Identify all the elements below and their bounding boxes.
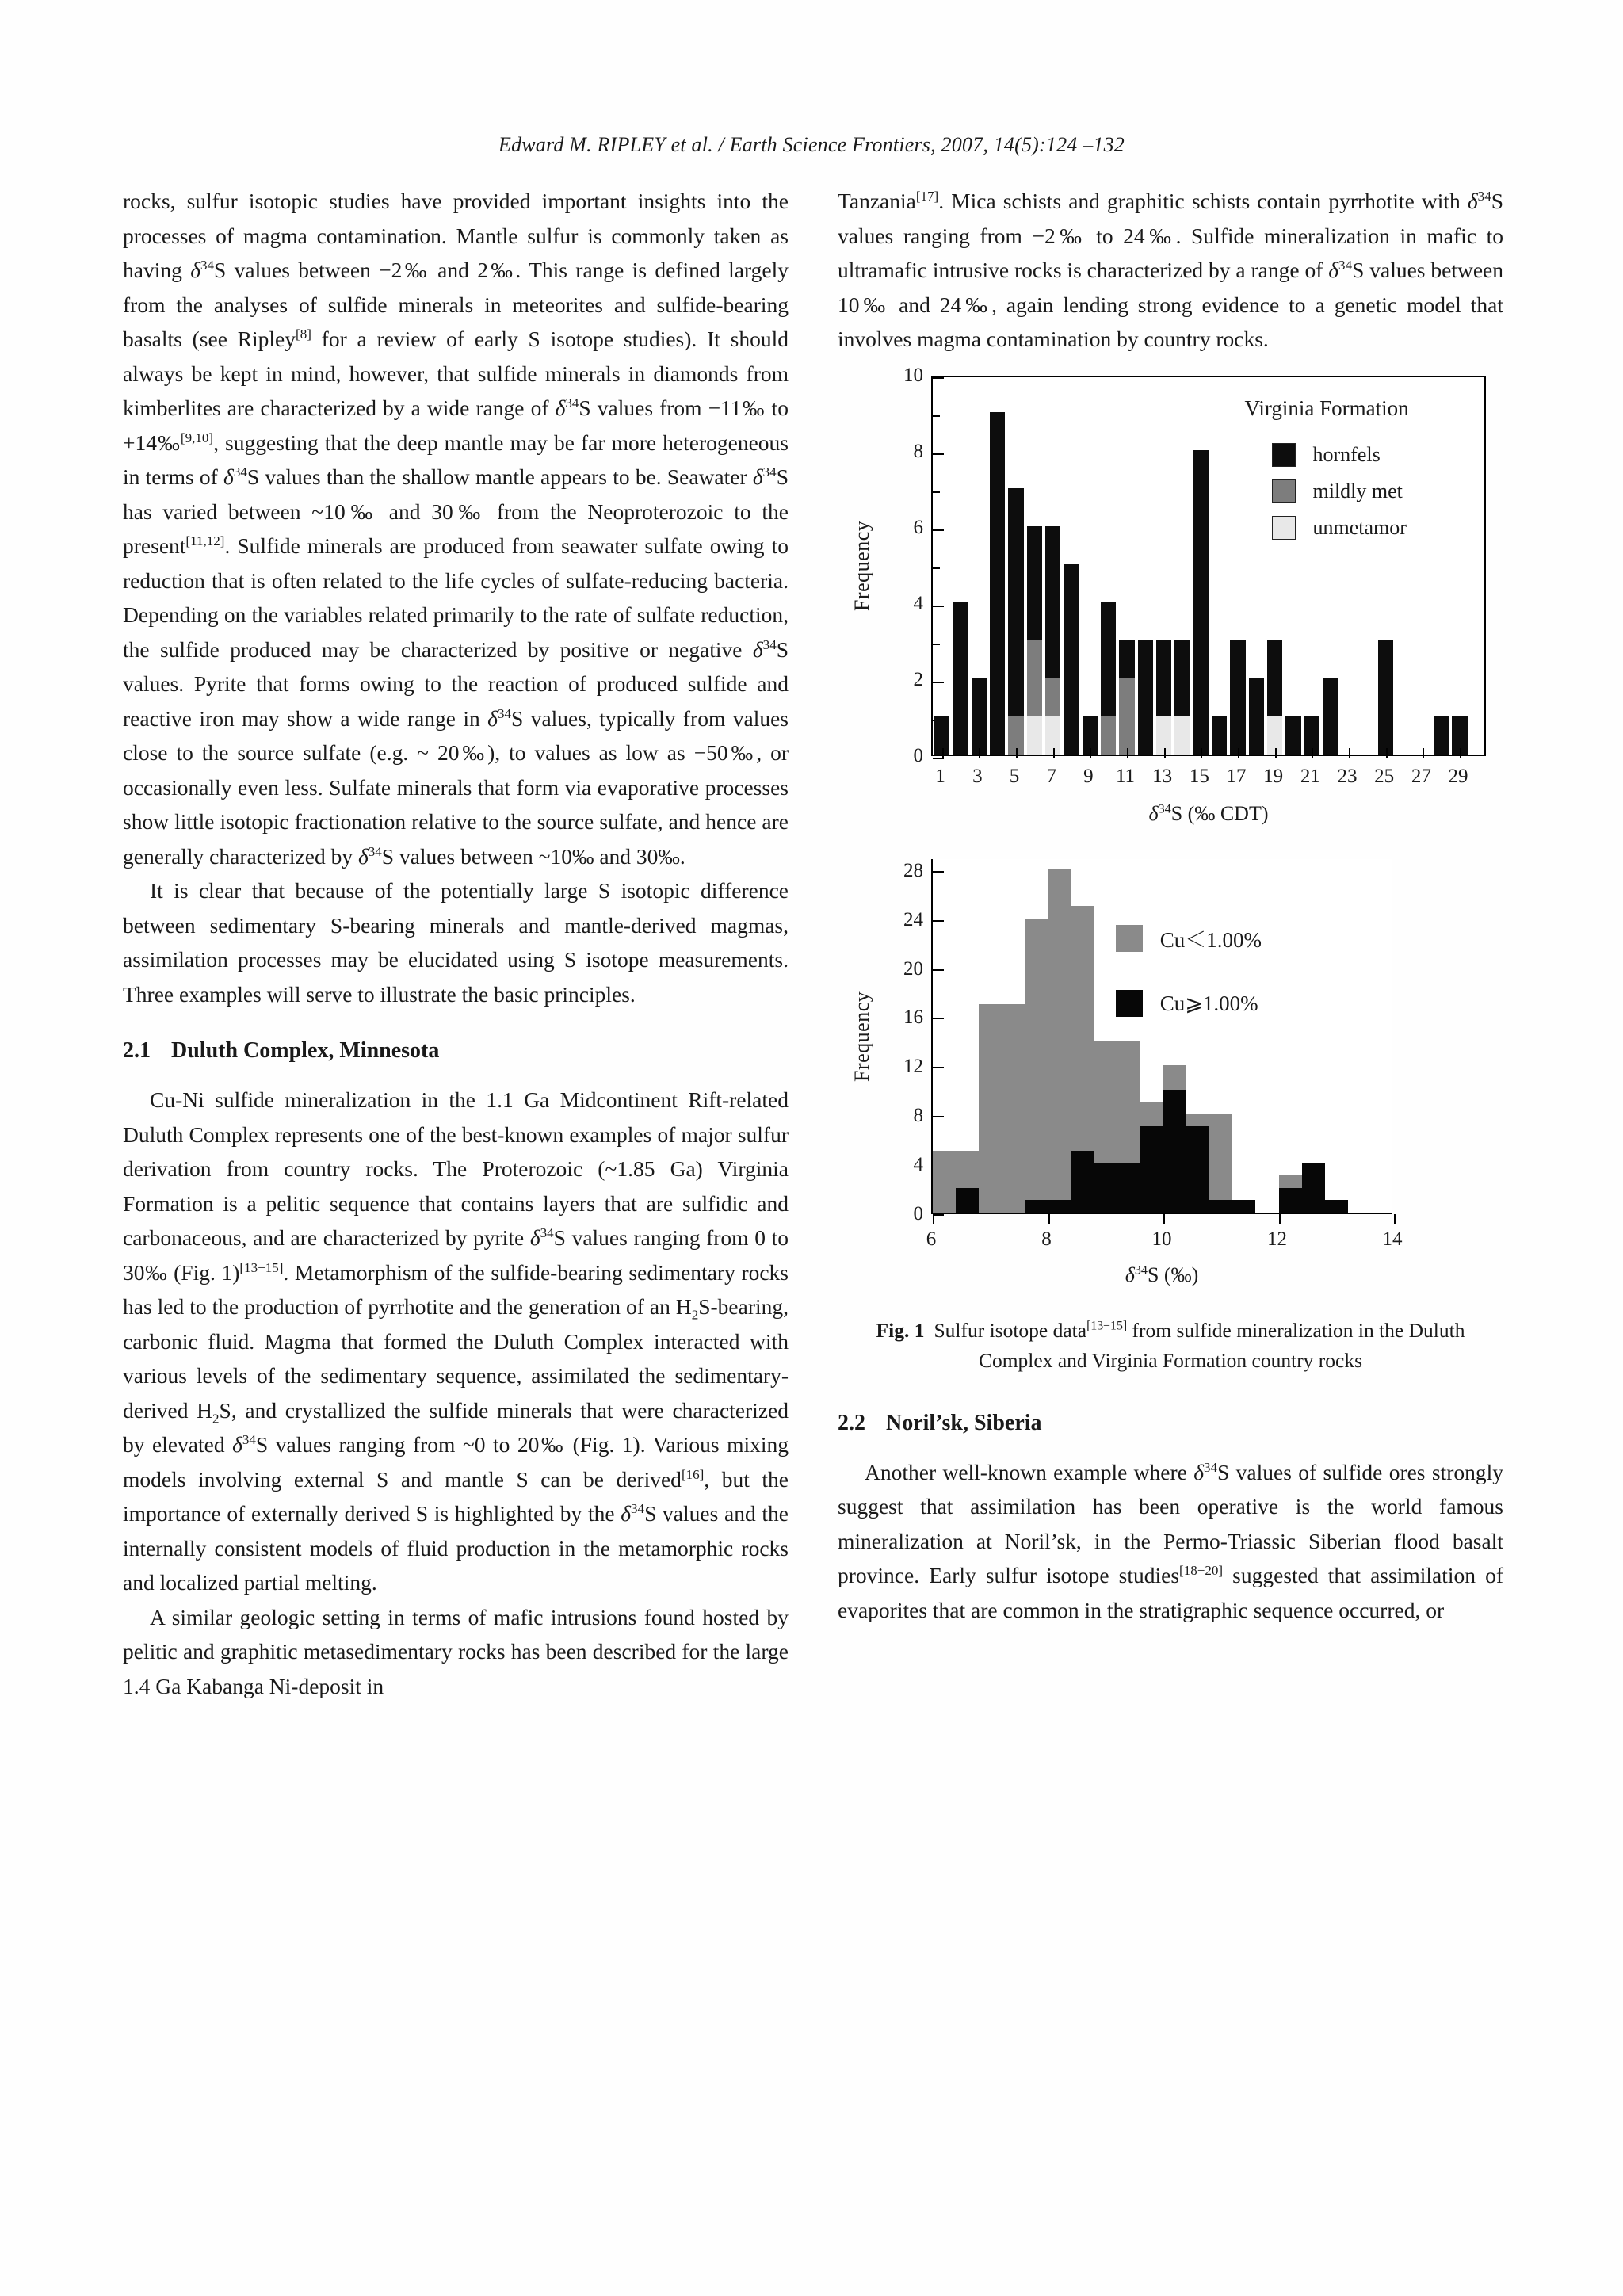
x-tick [1460, 748, 1461, 758]
histogram-bar-cu-high [956, 1188, 979, 1213]
bar-segment-hornfels [972, 678, 987, 755]
histogram-bar [1378, 640, 1393, 755]
histogram-bar-cu-high [1140, 1126, 1163, 1212]
y-tick [933, 453, 944, 455]
histogram-bar-cu-high [1209, 1200, 1232, 1212]
bar-segment-hornfels [1156, 640, 1171, 716]
bar-segment-hornfels [1249, 678, 1264, 755]
running-head: Edward M. RIPLEY et al. / Earth Science Frontiers, 2007, 14(5):124 –132 [498, 133, 1125, 156]
x-tick [1053, 748, 1055, 758]
histogram-bar-cu-low [1048, 869, 1071, 1213]
virginia-formation-chart [838, 364, 1503, 843]
histogram-bar [1119, 640, 1134, 755]
section-title: Noril’sk, Siberia [886, 1410, 1042, 1435]
legend-label: hornfels [1312, 442, 1381, 466]
y-tick [933, 377, 944, 379]
bar-segment-hornfels [990, 412, 1005, 755]
histogram-bar-cu-low [933, 1151, 956, 1212]
bar-segment-hornfels [1119, 640, 1134, 678]
x-tick-label: 14 [1382, 1228, 1403, 1250]
x-tick [1164, 748, 1166, 758]
legend-item [1116, 990, 1262, 1017]
bar-segment-hornfels [1008, 488, 1023, 716]
paragraph: It is clear that because of the potentially large S isotopic difference between sedimentary S-bearing minerals and mantle-derived magmas, assimilation processes may be elucidated using S isotope measurements. Three examples will serve to illustrate the basic principles. [123, 878, 789, 1007]
bar-segment-hornfels [1101, 602, 1116, 716]
histogram-bar [1285, 716, 1300, 755]
x-tick-label: 17 [1226, 765, 1247, 787]
bar-segment-hornfels [1193, 450, 1209, 755]
y-tick-label: 16 [903, 1007, 923, 1029]
bar-segment-hornfels [1064, 564, 1079, 755]
legend-label: Cu⩾1.00% [1159, 991, 1258, 1015]
histogram-bar [953, 602, 968, 755]
x-tick-label: 5 [1009, 765, 1020, 787]
x-tick [1090, 748, 1091, 758]
legend-item [1272, 516, 1409, 540]
histogram-bar-cu-high [1048, 1200, 1071, 1212]
x-axis-label: $\delta^{34}S$ (‰ CDT) [1148, 801, 1269, 825]
y-tick-label: 10 [903, 364, 923, 386]
figure-caption [838, 1316, 1503, 1376]
legend-label: mildly met [1312, 479, 1403, 502]
x-tick-label: 13 [1152, 765, 1173, 787]
caption-text-a: Sulfur isotope data [934, 1318, 1087, 1342]
figure-1 [838, 364, 1503, 1376]
legend-swatch [1272, 516, 1296, 540]
bar-segment-unmetamor [1027, 716, 1042, 755]
histogram-bar [972, 678, 987, 755]
x-tick [1349, 748, 1350, 758]
bar-segment-hornfels [1285, 716, 1300, 755]
section-title: Duluth Complex, Minnesota [171, 1038, 440, 1063]
y-tick-label: 8 [913, 1104, 923, 1126]
bar-segment-hornfels [953, 602, 968, 755]
x-tick-label: 12 [1267, 1228, 1287, 1250]
legend-label: unmetamor [1312, 515, 1407, 539]
x-tick-label: 6 [926, 1228, 937, 1250]
y-tick [933, 529, 944, 531]
histogram-bar-cu-high [1094, 1163, 1117, 1213]
histogram-bar-cu-low [979, 1004, 1002, 1213]
x-tick-label: 27 [1411, 765, 1431, 787]
legend-label: Cu＜1.00% [1159, 928, 1262, 953]
bar-segment-hornfels [1267, 640, 1282, 716]
histogram-bar [1138, 640, 1153, 755]
paragraph: A similar geologic setting in terms of mafic intrusions found hosted by pelitic and graphitic metasedimentary rocks has been described for the large 1.4 Ga Kabanga Ni-deposit in [123, 1604, 789, 1698]
histogram-bar [1230, 640, 1245, 755]
y-tick [933, 1067, 944, 1068]
x-tick-label: 11 [1115, 765, 1136, 787]
x-tick [1163, 1214, 1165, 1224]
paragraph: Tanzania[17]. Mica schists and graphitic schists contain pyrrhotite with $\delta^{34}S$ values ranging from −2‰ to 24‰. Sulfide mineralization in mafic to ultramafic intrusive rocks is characterized by a range of $\delta^{34}S$ values between 10‰ and 24‰, again lending strong evidence to a genetic model that involves magma contamination by country rocks. [838, 188, 1503, 351]
paragraph: Cu-Ni sulfide mineralization in the 1.1 Ga Midcontinent Rift-related Duluth Complex represents one of the best-known examples of major sulfur derivation from country rocks. The Proterozoic (~1.85 Ga) Virginia Formation is a pelitic sequence that contains layers that are sulfidic and carbonaceous, and are characterized by pyrite $\delta^{34}S$ values ranging from 0 to 30‰ (Fig. 1)[13−15]. Metamorphism of the sulfide-bearing sedimentary rocks has led to the production of pyrrhotite and the generation of an $H_2S$-bearing, carbonic fluid. Magma that formed the Duluth Complex interacted with various levels of the sedimentary sequence, assimilated the sedimentary-derived $H_2S$, and crystallized the sulfide minerals that were characterized by elevated $\delta^{34}S$ values ranging from ~0 to 20‰ (Fig. 1). Various mixing models involving external S and mantle S can be derived[16], but the importance of externally derived S is highlighted by the $\delta^{34}S$ values and the internally consistent models of fluid production in the metamorphic rocks and localized partial melting. [123, 1087, 789, 1595]
y-tick-label: 0 [913, 744, 923, 766]
y-minor-tick [933, 415, 940, 417]
y-tick [933, 1214, 944, 1216]
x-tick-label: 29 [1448, 765, 1468, 787]
y-tick-label: 2 [913, 668, 923, 690]
figure-number: Fig. 1 [876, 1318, 925, 1342]
histogram-bar-cu-high [1071, 1151, 1094, 1212]
histogram-bar [1434, 716, 1449, 755]
bar-segment-hornfels [1378, 640, 1393, 755]
bar-segment-hornfels [1138, 640, 1153, 755]
x-tick-label: 9 [1083, 765, 1094, 787]
duluth-complex-chart [838, 848, 1503, 1300]
y-minor-tick [933, 567, 940, 569]
bar-segment-mildly-met [1045, 678, 1060, 716]
y-tick [933, 920, 944, 922]
x-tick-label: 7 [1046, 765, 1056, 787]
legend-title: Virginia Formation [1244, 395, 1409, 420]
chart-legend [1245, 396, 1409, 552]
bar-segment-hornfels [1323, 678, 1338, 755]
y-tick-label: 12 [903, 1056, 923, 1078]
caption-text-b: from sulfide mineralization in the Duluth Complex and Virginia Formation country rocks [978, 1318, 1465, 1372]
x-tick [1127, 748, 1128, 758]
x-tick [1423, 748, 1424, 758]
chart-legend [1116, 923, 1262, 1053]
x-tick [1016, 748, 1018, 758]
histogram-bar-cu-high [1186, 1126, 1209, 1212]
histogram-bar-cu-high [1302, 1163, 1325, 1213]
legend-swatch [1272, 443, 1296, 467]
histogram-bar [1008, 488, 1023, 755]
section-number: 2.1 [123, 1038, 151, 1063]
legend-swatch [1116, 990, 1143, 1017]
histogram-bar-cu-high [1279, 1188, 1302, 1213]
histogram-bar-cu-high [1163, 1090, 1186, 1212]
y-tick [933, 758, 944, 759]
y-tick [933, 871, 944, 873]
bar-segment-hornfels [1230, 640, 1245, 755]
y-tick-label: 4 [913, 592, 923, 614]
histogram-bar [1193, 450, 1209, 755]
y-axis-label: Frequency [850, 520, 873, 611]
histogram-bar [1267, 640, 1282, 755]
x-tick-label: 15 [1189, 765, 1209, 787]
y-axis-label: Frequency [850, 991, 873, 1082]
section-number: 2.2 [838, 1410, 865, 1435]
histogram-bar-cu-high [1025, 1200, 1048, 1212]
x-tick-label: 1 [935, 765, 945, 787]
histogram-bar-cu-low [1025, 919, 1048, 1213]
x-tick-label: 19 [1263, 765, 1284, 787]
histogram-bar-cu-high [1325, 1200, 1348, 1212]
bar-segment-mildly-met [1027, 640, 1042, 716]
x-tick [1312, 748, 1313, 758]
y-tick-label: 4 [913, 1153, 923, 1175]
x-tick [933, 1214, 934, 1224]
x-tick-label: 21 [1300, 765, 1320, 787]
section-heading-2-1 [123, 1035, 789, 1067]
y-tick-label: 0 [913, 1202, 923, 1224]
y-minor-tick [933, 644, 940, 645]
x-tick [1394, 1214, 1396, 1224]
bar-segment-hornfels [1174, 640, 1190, 716]
x-tick-label: 3 [972, 765, 983, 787]
histogram-bar-cu-low [1002, 1004, 1025, 1213]
histogram-bar [1212, 716, 1227, 755]
x-tick [1201, 748, 1202, 758]
x-tick [1279, 1214, 1281, 1224]
histogram-bar-cu-high [1117, 1163, 1140, 1213]
histogram-bar [1027, 526, 1042, 755]
histogram-bar [1064, 564, 1079, 755]
x-tick [1386, 748, 1388, 758]
x-tick [942, 748, 944, 758]
legend-item [1272, 443, 1409, 467]
x-tick [1048, 1214, 1050, 1224]
bar-segment-unmetamor [1174, 716, 1190, 755]
x-tick-label: 8 [1041, 1228, 1052, 1250]
histogram-bar [1174, 640, 1190, 755]
y-tick-label: 24 [903, 908, 923, 930]
x-tick [1238, 748, 1239, 758]
x-tick [979, 748, 980, 758]
x-tick-label: 10 [1151, 1228, 1172, 1250]
bar-segment-hornfels [1045, 526, 1060, 678]
bar-segment-hornfels [1212, 716, 1227, 755]
bar-segment-hornfels [1027, 526, 1042, 640]
section-heading-2-2 [838, 1408, 1503, 1439]
y-tick-label: 8 [913, 440, 923, 462]
histogram-bar [1101, 602, 1116, 755]
histogram-bar [1249, 678, 1264, 755]
x-tick-label: 25 [1374, 765, 1395, 787]
legend-item [1272, 479, 1409, 503]
left-column [123, 184, 789, 1703]
caption-reference: [13−15] [1086, 1319, 1128, 1332]
bar-segment-mildly-met [1101, 716, 1116, 755]
legend-item [1116, 923, 1262, 953]
legend-swatch [1116, 925, 1143, 952]
y-tick [933, 682, 944, 683]
x-tick [1275, 748, 1277, 758]
histogram-bar [1323, 678, 1338, 755]
paragraph: rocks, sulfur isotopic studies have provided important insights into the processes of magma contamination. Mantle sulfur is commonly taken as having $\delta^{34}S$ values between −2‰ and 2‰. This range is defined largely from the analyses of sulfide minerals in meteorites and sulfide-bearing basalts (see Ripley[8] for a review of early S isotope studies). It should always be kept in mind, however, that sulfide minerals in diamonds from kimberlites are characterized by a wide range of $\delta^{34}S$ values from −11‰ to +14‰[9,10], suggesting that the deep mantle may be far more heterogeneous in terms of $\delta^{34}S$ values than the shallow mantle appears to be. Seawater $\delta^{34}S$ has varied between ~10‰ and 30‰ from the Neoproterozoic to the present[11,12]. Sulfide minerals are produced from seawater sulfate owing to reduction that is often related to the life cycles of sulfate-reducing bacteria. Depending on the variables related primarily to the rate of sulfate reduction, the sulfide produced may be characterized by positive or negative $\delta^{34}S$ values. Pyrite that forms owing to the reaction of produced sulfide and reactive iron may show a wide range in $\delta^{34}S$ values, typically from values close to the source sulfate (e.g. ~ 20‰), to values as low as −50‰, or occasionally even less. Sulfate minerals that form via evaporative processes show little isotopic fractionation relative to the source sulfate, and hence are generally characterized by $\delta^{34}S$ values between ~10‰ and 30‰. [123, 189, 789, 869]
histogram-bar [990, 412, 1005, 755]
x-axis-label: $\delta^{34}S$ (‰) [1125, 1263, 1199, 1286]
paragraph: Another well-known example where $\delta^{34}S$ values of sulfide ores strongly suggest that assimilation has been operative is the world famous mineralization at Noril’sk, in the Permo-Triassic Siberian flood basalt province. Early sulfur isotope studies[18−20] suggested that assimilation of evaporites that are common in the stratigraphic sequence occurred, or [838, 1459, 1503, 1622]
y-tick-label: 6 [913, 516, 923, 538]
histogram-bar-cu-high [1232, 1200, 1255, 1212]
bar-segment-mildly-met [1119, 678, 1134, 755]
right-column [838, 184, 1503, 1703]
x-tick-label: 23 [1337, 765, 1358, 787]
y-minor-tick [933, 491, 940, 493]
y-tick-label: 20 [903, 957, 923, 980]
two-column-body [123, 184, 1503, 1703]
y-tick [933, 1116, 944, 1117]
y-tick [933, 1018, 944, 1019]
y-tick [933, 969, 944, 971]
histogram-bar-cu-low [1209, 1114, 1232, 1213]
bar-segment-hornfels [1434, 716, 1449, 755]
legend-swatch [1272, 479, 1296, 503]
histogram-bar [1156, 640, 1171, 755]
histogram-bar [1045, 526, 1060, 755]
y-tick [933, 606, 944, 607]
y-tick-label: 28 [903, 859, 923, 881]
